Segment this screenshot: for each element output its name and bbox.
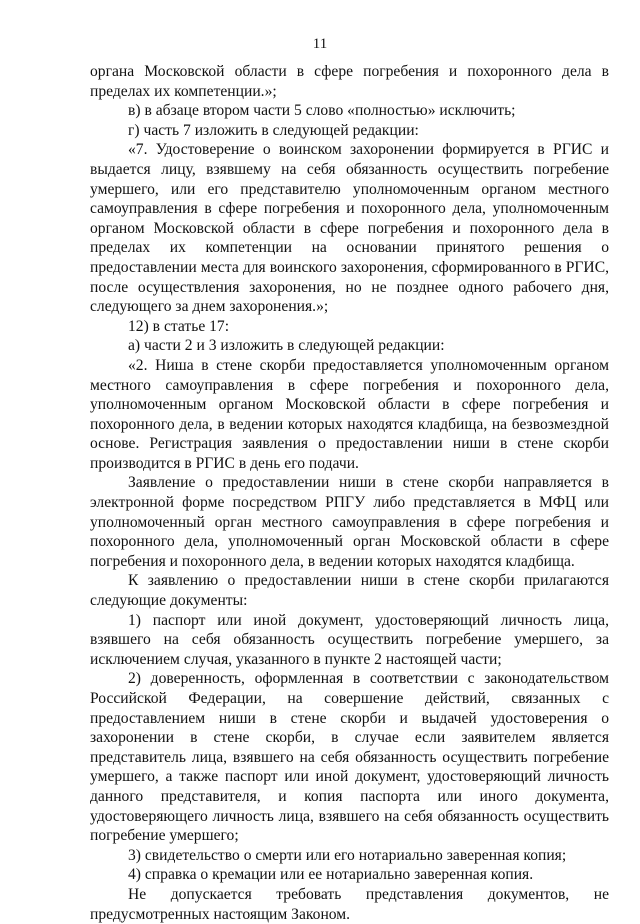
paragraph-5: 12) в статье 17: [128,317,230,335]
paragraph-7: «2. Ниша в стене скорби предоставляется уполномоченным органом местного самоуправления в сфере погребения и похоронного дела, уполномоченным органом Московской области в сфере погребения и похоронного дела, в ведении которых находятся кладбища, на безвозмездной основе. Регистрация заявления о предоставлении ниши в стене скорби производится в РГИС в день его подачи. [90,356,609,472]
paragraph-4: «7. Удостоверение о воинском захоронении формируется в РГИС и выдается лицу, взявшему на себя обязанность осуществить погребение умершего, или его представителю уполномоченным органом местного самоуправления в сфере погребения и похоронного дела, уполномоченным органом Московской области в сфере погребения и похоронного дела в пределах их компетенции на основании принятого решения о предоставлении места для воинского захоронения, сформированного в РГИС, после осуществления захоронения, но не позднее одного рабочего дня, следующего за днем захоронения.»; [90,141,609,316]
paragraph-2: в) в абзаце втором части 5 слово «полностью» исключить; [128,102,516,120]
page-number: 11 [312,36,328,52]
paragraph-3: г) часть 7 изложить в следующей редакции: [128,121,419,139]
paragraph-1: органа Московской области в сфере погребения и похоронного дела в пределах их компетенции.»; [90,63,609,100]
paragraph-9: К заявлению о предоставлении ниши в стене скорби прилагаются следующие документы: [90,572,609,610]
paragraph-6: а) части 2 и 3 изложить в следующей редакции: [128,337,445,355]
document-body [90,62,609,924]
paragraph-13: 4) справка о кремации или ее нотариально заверенная копия. [128,866,534,884]
paragraph-8: Заявление о предоставлении ниши в стене скорби направляется в электронной форме посредством РПГУ либо представляется в МФЦ или уполномоченный орган местного самоуправления в сфере погребения и похоронного дела, уполномоченный орган Московской области в сфере погребения и похоронного дела, в ведении которых находятся кладбища. [90,474,609,570]
paragraph-10: 1) паспорт или иной документ, удостоверяющий личность лица, взявшего на себя обязанность осуществить погребение умершего, за исключением случая, указанного в пункте 2 настоящей части; [90,611,609,668]
paragraph-14: Не допускается требовать представления документов, не предусмотренных настоящим Законом. [90,885,609,923]
paragraph-11: 2) доверенность, оформленная в соответствии с законодательством Российской Федерации, на совершение действий, связанных с предоставлением ниши в стене скорби и выдачей удостоверения о захоронении в стене скорби, в случае если заявителем является представитель лица, взявшего на себя обязанность осуществить погребение умершего, а также паспорт или иной документ, удостоверяющий личность данного представителя, и копия паспорта или иного документа, удостоверяющего личность лица, взявшего на себя обязанность осуществить погребение умершего; [90,670,609,845]
paragraph-12: 3) свидетельство о смерти или его нотариально заверенная копия; [128,846,567,864]
